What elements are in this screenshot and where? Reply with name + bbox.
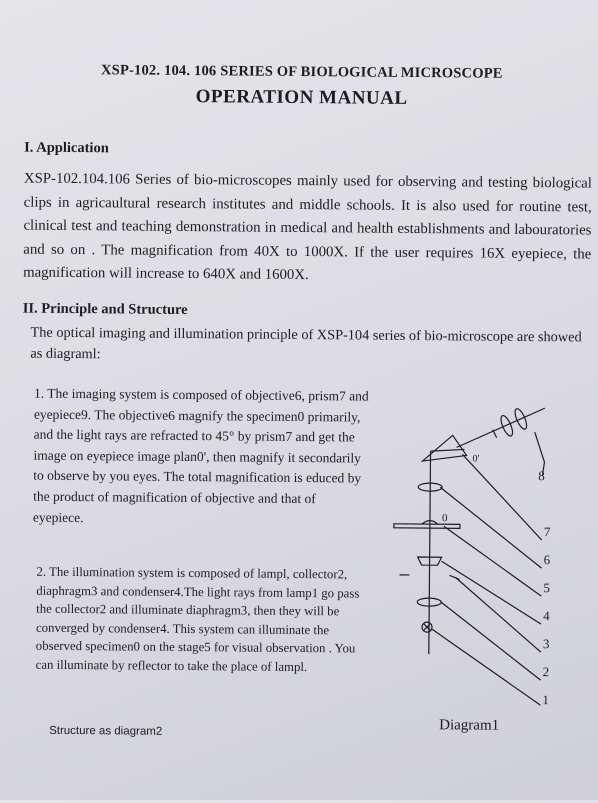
principle-intro: The optical imaging and illumination principle of XSP-104 series of bio-microscope are showed as diagraml: xyxy=(30,323,582,370)
optical-diagram xyxy=(382,399,585,716)
label-5: 5 xyxy=(543,580,550,595)
structure-note: Structure as diagram2 xyxy=(49,725,162,738)
label-3: 3 xyxy=(543,636,550,651)
label-zero: 0 xyxy=(442,512,448,524)
diagram-caption: Diagram1 xyxy=(439,717,499,735)
leader-7 xyxy=(462,454,543,540)
imaging-system-paragraph: 1. The imaging system is composed of objective6, prism7 and eyepiece9. The objective6 magnify the specimen0 primarily, and the light rays are refracted to 45° by prism7 and get the image on eyepiece image plan0', then magnify it secondarily to observe by you eyes. The total magnification is educed by the product of magnification of objective and that of eyepiece. xyxy=(33,384,370,531)
leader-5 xyxy=(443,526,542,596)
label-2: 2 xyxy=(543,664,550,679)
label-1: 1 xyxy=(542,692,549,707)
leader-2 xyxy=(441,602,542,680)
leader-6 xyxy=(440,487,543,568)
leader-3 xyxy=(455,577,542,652)
label-zero-prime: 0' xyxy=(472,454,479,465)
label-7: 7 xyxy=(544,524,551,539)
label-4: 4 xyxy=(543,608,550,623)
eyepiece-lens-1 xyxy=(499,414,515,437)
stage-shape xyxy=(394,524,460,529)
application-body: XSP-102.104.106 Series of bio-microscopes mainly used for observing and testing biological clips in agricaultural research institutes and middle schools. It is also used for routine test, clinical test and teaching demonstration in medical and health establishments and labouratories and so on . The magnification from 40X to 1000X. If the user requires 16X eyepiece, the magnification will increase to 640X and 1600X. xyxy=(23,168,592,290)
label-6: 6 xyxy=(544,552,551,567)
illumination-system-paragraph: 2. The illumination system is composed of lampl, collector2, diaphragm3 and condenser4.The light rays from lamp1 go pass the collector2 and illuminate diaphragm3, then they will be converged by condenser4. This system can illuminate the observed specimen0 on the stage5 for visual observation . You can illuminate by reflector to take the place of lampl. xyxy=(36,563,377,677)
diagram-drawing xyxy=(392,406,545,705)
manual-title: OPERATION MANUAL xyxy=(3,84,598,111)
eyepiece-axis xyxy=(457,407,545,448)
principle-heading: II. Principle and Structure xyxy=(23,301,188,319)
prism-shape xyxy=(422,435,466,461)
label-8: 8 xyxy=(538,468,545,483)
application-heading: I. Application xyxy=(24,140,109,158)
series-title: XSP-102. 104. 106 SERIES OF BIOLOGICAL MICROSCOPE xyxy=(3,61,598,83)
